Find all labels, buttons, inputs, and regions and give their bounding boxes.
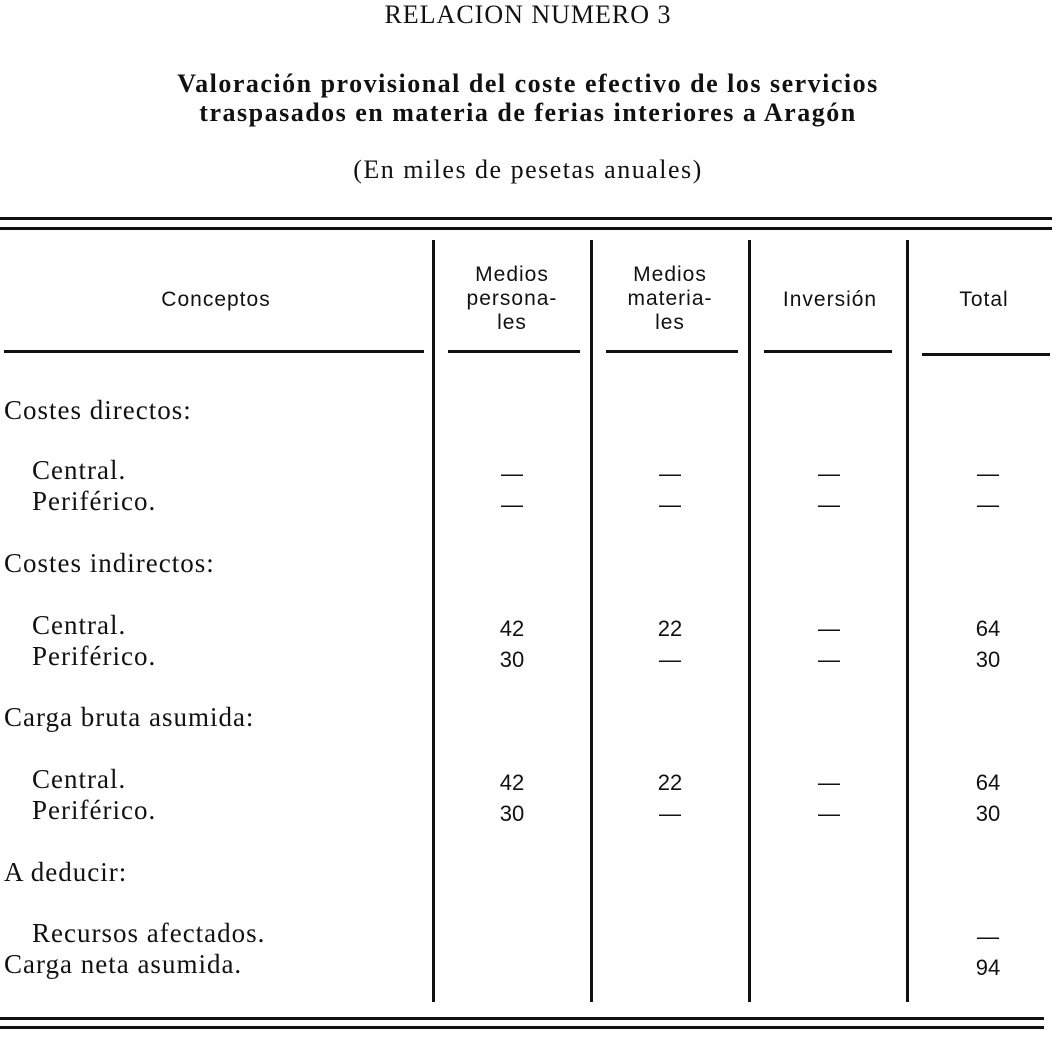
header-line: Medios <box>633 263 707 286</box>
header-line: les <box>497 311 527 334</box>
row-label: Carga neta asumida. <box>4 949 243 979</box>
table-cell: — <box>659 492 681 517</box>
table-cell: — <box>818 461 840 486</box>
table-cell: 22 <box>657 616 683 641</box>
document-title: RELACION NUMERO 3 <box>384 0 672 29</box>
header-medios-personales <box>440 263 584 335</box>
top-rule-2 <box>0 227 1052 230</box>
table-cell: 64 <box>975 770 1001 795</box>
column-divider <box>906 240 909 1002</box>
table-cell: — <box>659 461 681 486</box>
table-cell: 30 <box>499 647 525 672</box>
column-divider <box>748 240 751 1002</box>
table-cell: — <box>659 647 681 672</box>
header-line: les <box>655 311 685 334</box>
top-rule-1 <box>0 217 1052 220</box>
row-label: Recursos afectados. <box>32 918 266 948</box>
row-label: Central. <box>32 610 127 640</box>
table-cell: 64 <box>975 616 1001 641</box>
bottom-rule-2 <box>0 1026 1044 1029</box>
table-cell: — <box>818 492 840 517</box>
row-label: Costes indirectos: <box>4 548 215 578</box>
units-note: (En miles de pesetas anuales) <box>353 155 703 184</box>
row-label: Central. <box>32 455 127 485</box>
table-cell: — <box>977 492 999 517</box>
row-label: Carga bruta asumida: <box>4 702 255 732</box>
table-cell: 94 <box>975 955 1001 980</box>
table-cell: — <box>501 492 523 517</box>
header-underline <box>764 350 892 353</box>
row-label: Costes directos: <box>4 395 192 425</box>
header-conceptos: Conceptos <box>161 288 271 311</box>
bottom-rule-1 <box>0 1017 1044 1020</box>
subtitle-line-1: Valoración provisional del coste efectivo de los servicios <box>177 69 879 98</box>
row-label: Periférico. <box>32 641 157 671</box>
table-cell: — <box>818 616 840 641</box>
table-cell: — <box>977 461 999 486</box>
table-cell: — <box>818 770 840 795</box>
table-cell: — <box>501 461 523 486</box>
table-cell: — <box>818 801 840 826</box>
header-underline <box>922 353 1050 356</box>
table-cell: — <box>659 801 681 826</box>
header-line: Medios <box>475 263 549 286</box>
table-cell: — <box>977 924 999 949</box>
header-underline <box>4 350 424 353</box>
row-label: Periférico. <box>32 795 157 825</box>
table-cell: 22 <box>657 770 683 795</box>
header-underline <box>448 350 580 353</box>
column-divider <box>432 240 435 1002</box>
header-medios-materiales <box>598 263 742 335</box>
column-divider <box>590 240 593 1002</box>
table-cell: 30 <box>975 801 1001 826</box>
row-label: Periférico. <box>32 486 157 516</box>
header-line: materia- <box>627 287 713 310</box>
subtitle-line-2: traspasados en materia de ferias interiores a Aragón <box>199 98 857 127</box>
table-cell: — <box>818 647 840 672</box>
header-inversion: Inversión <box>782 288 878 311</box>
table-cell: 30 <box>975 647 1001 672</box>
table-cell: 30 <box>499 801 525 826</box>
table-cell: 42 <box>499 770 525 795</box>
row-label: A deducir: <box>4 857 128 887</box>
header-line: persona- <box>466 287 558 310</box>
header-underline <box>606 350 738 353</box>
table-cell: 42 <box>499 616 525 641</box>
row-label: Central. <box>32 764 127 794</box>
header-total: Total <box>959 288 1009 311</box>
